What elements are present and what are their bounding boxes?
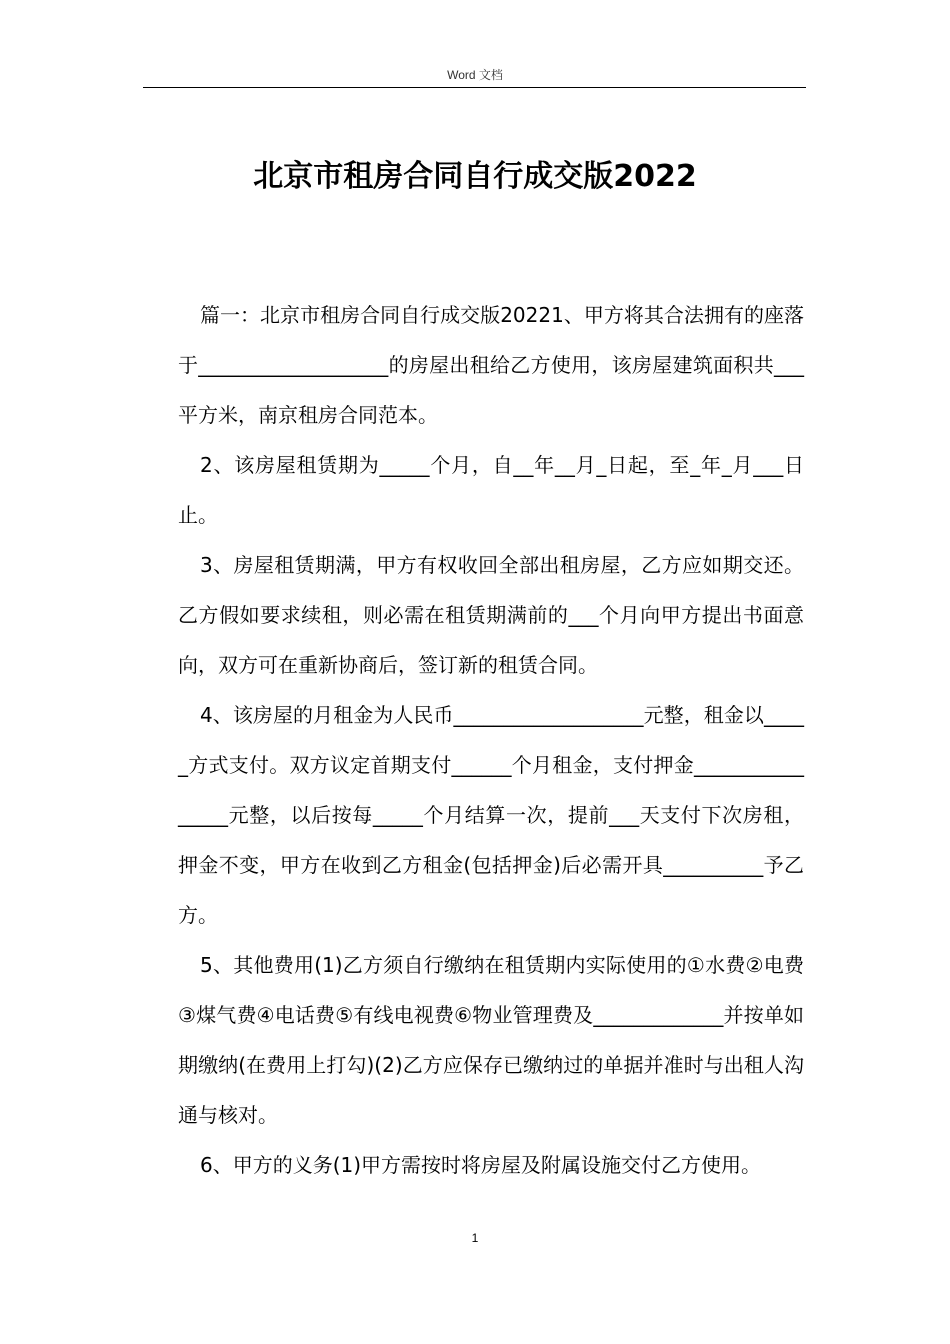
paragraph-2: 2、该房屋租赁期为_____个月，自__年__月_日起，至_年_月___日止。	[178, 453, 804, 527]
paragraph-3: 3、房屋租赁期满，甲方有权收回全部出租房屋，乙方应如期交还。乙方假如要求续租，则必需在租赁期满前的___个月向甲方提出书面意向，双方可在重新协商后，签订新的租赁合同。	[178, 553, 804, 677]
document-title: 北京市租房合同自行成交版2022	[253, 159, 697, 194]
paragraph-1: 篇一：北京市租房合同自行成交版20221、甲方将其合法拥有的座落于___________________的房屋出租给乙方使用，该房屋建筑面积共___平方米，南京租房合同范本。	[178, 303, 804, 427]
paragraph-4: 4、该房屋的月租金为人民币___________________元整，租金以_____方式支付。双方议定首期支付______个月租金，支付押金________________元整，以后按每_____个月结算一次，提前___天支付下次房租，押金不变，甲方在收到乙方租金(包括押金)后必需开具__________予乙方。	[178, 703, 804, 927]
paragraph-5: 5、其他费用(1)乙方须自行缴纳在租赁期内实际使用的①水费②电费③煤气费④电话费⑤有线电视费⑥物业管理费及_____________并按单如期缴纳(在费用上打勾)(2)乙方应保存已缴纳过的单据并准时与出租人沟通与核对。	[178, 953, 804, 1127]
paragraph-6: 6、甲方的义务(1)甲方需按时将房屋及附属设施交付乙方使用。	[200, 1153, 762, 1177]
page-number: 1	[471, 1231, 479, 1245]
header-divider	[143, 87, 806, 88]
document-body	[178, 290, 804, 1190]
header-label: Word 文档	[447, 68, 503, 82]
